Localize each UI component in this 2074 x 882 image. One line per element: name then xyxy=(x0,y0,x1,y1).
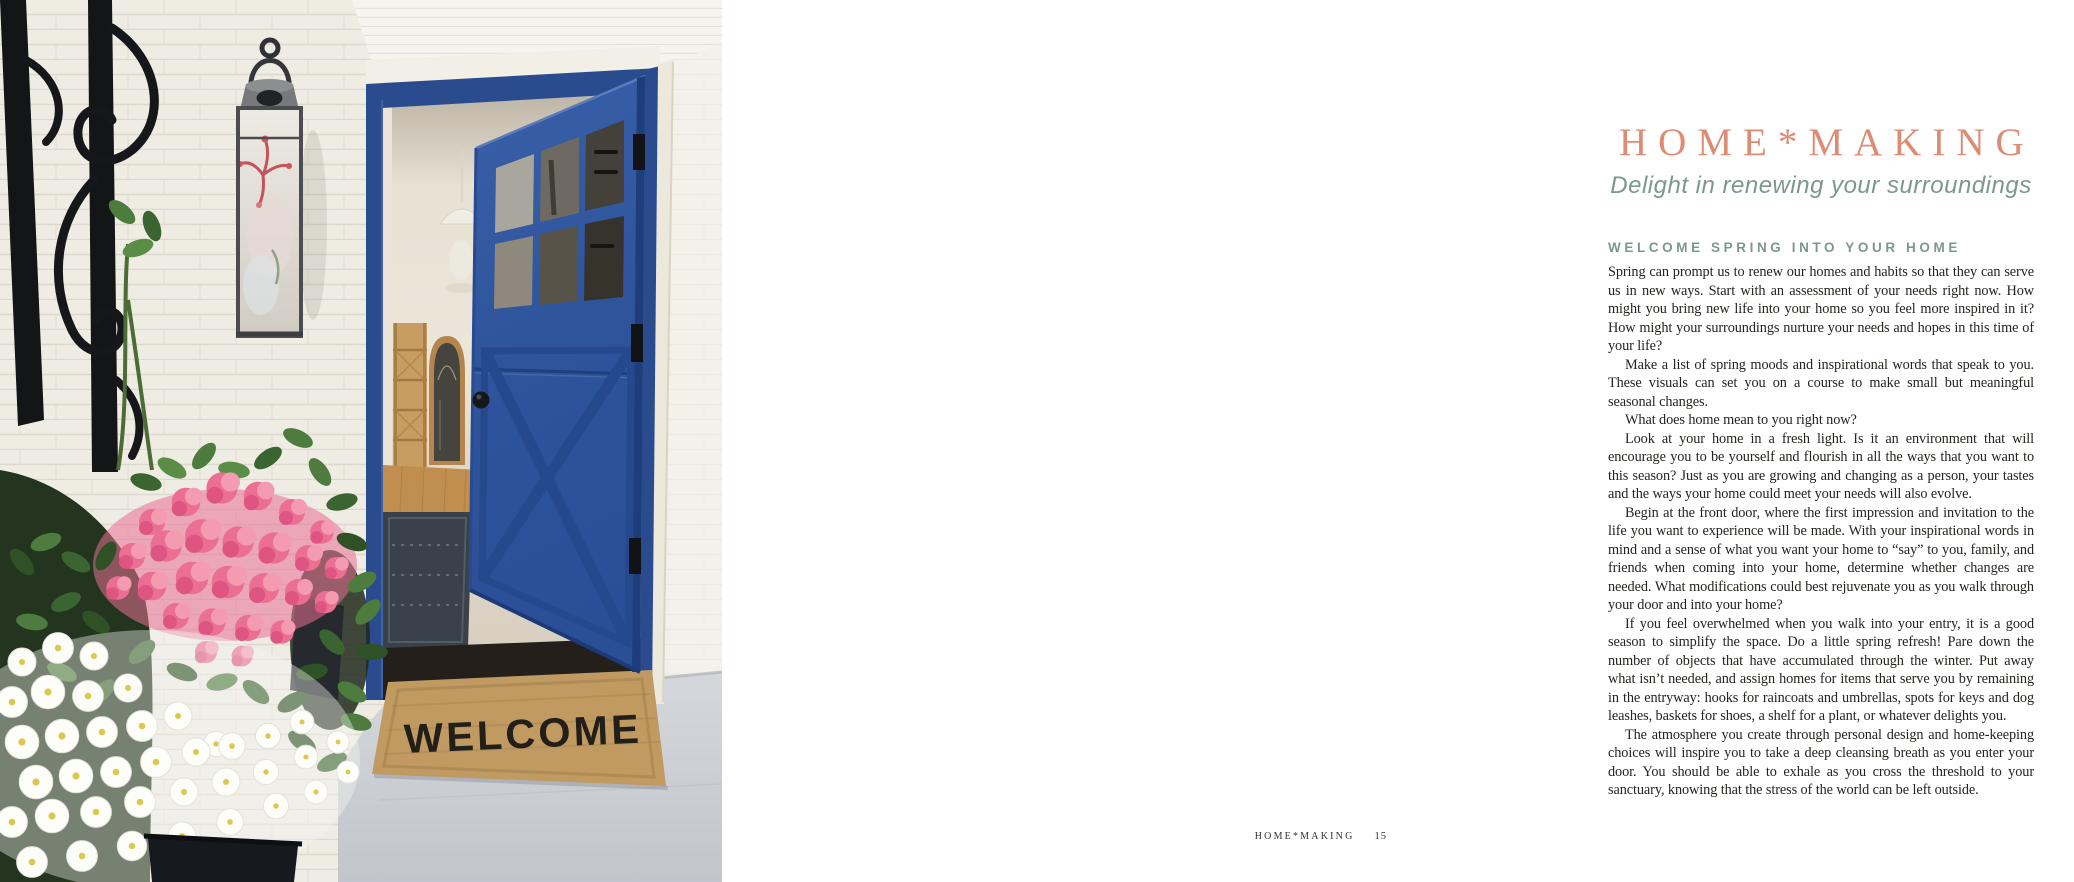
hall-wood-floor xyxy=(383,465,480,514)
hallway-rug xyxy=(383,512,472,648)
rattan-shelf xyxy=(393,323,427,467)
chapter-subtitle: Delight in renewing your surroundings xyxy=(1610,172,2032,199)
body-paragraph: Look at your home in a fresh light. Is it an environment that will encourage you to be yourself and flourish in all the ways that you want to this season? Just as you are growing and changing as a person, your tastes and the ways your home could meet your needs will also evolve. xyxy=(1608,430,2034,502)
welcome-mat xyxy=(372,670,668,788)
body-paragraph: The atmosphere you create through personal design and home-keeping choices will inspire you to take a deep cleansing breath as you enter your door. You should be able to exhale as you cross the threshold to your sanctuary, knowing that the stress of the world can be left outside. xyxy=(1608,726,2034,798)
section-heading: WELCOME SPRING INTO YOUR HOME xyxy=(1608,240,1961,255)
body-paragraph: If you feel overwhelmed when you walk into your entry, it is a good season to simplify the space. Do a little spring refresh! Pare down the number of objects that have accumulated through the winter. Put away what isn’t needed, and assign homes for items that serve you by remaining in the entryway: hooks for raincoats and umbrellas, spots for keys and dog leashes, baskets for shoes, a shelf for a plant, or whatever delights you. xyxy=(1608,615,2034,724)
body-paragraph: Spring can prompt us to renew our homes and habits so that they can serve us in new ways. Start with an assessment of your needs right now. How might you bring new life into your home so you feel more inspired in it? How might your surroundings nurture your needs and hopes in this time of your life? xyxy=(1608,264,2034,354)
running-footer xyxy=(1255,831,1387,842)
body-paragraph: Begin at the front door, where the first impression and invitation to the life you want to experience will be made. With your inspirational words in mind and a sense of what you want your home to “say” to you, family, and friends when coming into your home, determine whether changes are needed. What modifications could best rejuvenate you as you walk through your door and into your home? xyxy=(1608,504,2034,613)
body-paragraph: What does home mean to you right now? xyxy=(1625,412,1857,428)
body-paragraph: Make a list of spring moods and inspirational words that speak to you. These visuals can set you on a course to make small but meaningful seasonal changes. xyxy=(1608,356,2034,410)
door-knob xyxy=(473,392,490,409)
footer-chapter-label: HOME*MAKING xyxy=(1254,831,1355,842)
body-text xyxy=(1608,263,2034,800)
welcome-mat-text: WELCOME xyxy=(403,705,640,763)
article-page xyxy=(722,0,2035,882)
blue-door xyxy=(470,76,645,672)
page-number: 15 xyxy=(1374,831,1387,842)
porch-photo-illustration xyxy=(0,0,722,882)
porch-photo xyxy=(0,0,722,882)
chapter-title: HOME*MAKING xyxy=(1619,121,2035,164)
arched-mirror xyxy=(429,336,465,465)
